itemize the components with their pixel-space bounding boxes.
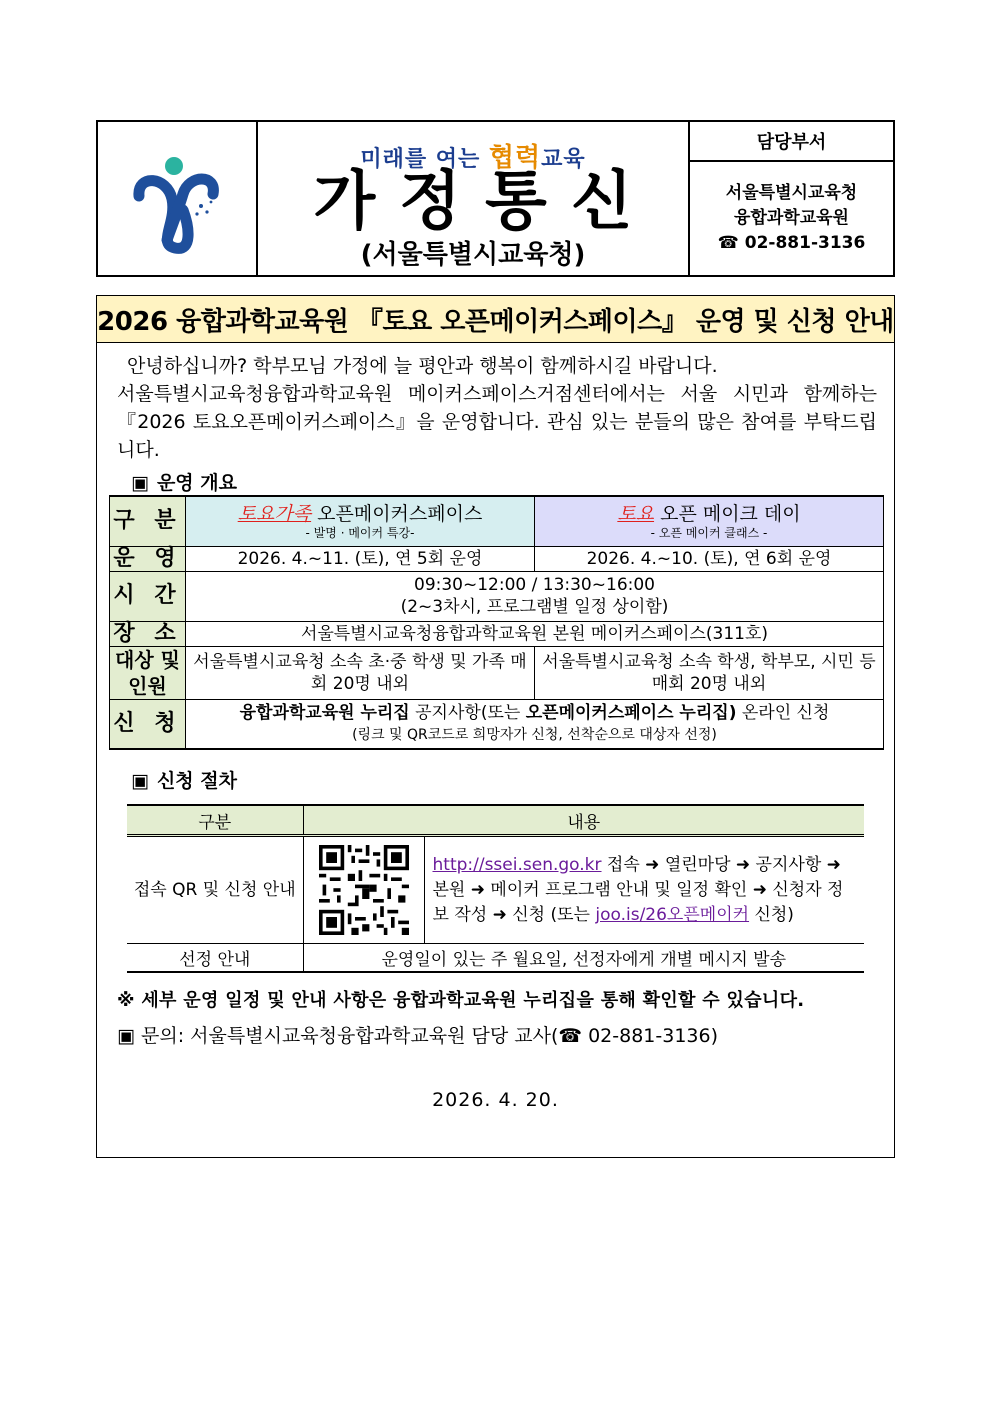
- procedure-steps: 접속 ➜ 열린마당 ➜ 공지사항 ➜ 본원 ➜ 메이커 프로그램 안내 및 일정 확인 ➜ 신청자 정보 작성 ➜ 신청 (또는: [432, 854, 844, 925]
- apply-bold: 융합과학교육원 누리집: [239, 702, 410, 723]
- program-b-title: 오픈 메이크 데이: [654, 502, 801, 525]
- place-cell: 서울특별시교육청융합과학교육원 본원 메이커스페이스(311호): [186, 621, 884, 646]
- table-row: [110, 646, 884, 699]
- procedure-text: [424, 836, 864, 944]
- row-label: 접속 QR 및 신청 안내: [127, 836, 303, 944]
- time-line: 09:30~12:00 / 13:30~16:00: [414, 575, 655, 595]
- program-a-header: [186, 496, 535, 546]
- run-a: 2026. 4.~11. (토), 연 5회 운영: [186, 546, 535, 571]
- target-b: 서울특별시교육청 소속 학생, 학부모, 시민 등 매회 20명 내외: [535, 646, 884, 699]
- department-phone: ☎ 02-881-3136: [717, 233, 866, 253]
- square-bullet-icon: ▣: [117, 1025, 141, 1047]
- row-label: 장 소: [110, 621, 186, 646]
- row-label: 대상 및 인원: [110, 646, 186, 699]
- program-b-subtitle: - 오픈 메이커 클래스 -: [650, 525, 768, 540]
- selection-text: 운영일이 있는 주 월요일, 선정자에게 개별 메시지 발송: [303, 944, 864, 973]
- row-label: 구 분: [110, 496, 186, 546]
- apply-cell: [186, 699, 884, 749]
- program-a-highlight: 토요가족: [237, 502, 312, 525]
- program-a-subtitle: - 발명 · 메이커 특강-: [305, 525, 415, 540]
- apply-text: 공지사항(또는: [409, 702, 526, 723]
- row-label: 운 영: [110, 546, 186, 571]
- notice-body: [96, 295, 895, 1158]
- row-label: 시 간: [110, 571, 186, 621]
- procedure-steps-end: 신청): [749, 904, 794, 925]
- time-cell: [186, 571, 884, 621]
- column-header: 내용: [303, 805, 864, 836]
- row-label: 신 청: [110, 699, 186, 749]
- table-row: [110, 496, 884, 546]
- time-line: (2~3차시, 프로그램별 일정 상이함): [400, 597, 669, 617]
- letter-header: [96, 120, 895, 277]
- slogan-part: 미래를 여는: [360, 147, 489, 172]
- column-header: 구분: [127, 805, 303, 836]
- square-bullet-icon: ▣: [131, 472, 149, 494]
- contact-text: 문의: 서울특별시교육청융합과학교육원 담당 교사(☎ 02-881-3136): [141, 1025, 718, 1047]
- table-row: [110, 571, 884, 621]
- short-link[interactable]: joo.is/26오픈메이커: [595, 904, 750, 925]
- issue-date: 2026. 4. 20.: [432, 1089, 559, 1111]
- run-b: 2026. 4.~10. (토), 연 6회 운영: [535, 546, 884, 571]
- target-a: 서울특별시교육청 소속 초·중 학생 및 가족 매회 20명 내외: [186, 646, 535, 699]
- logo-cell: [98, 122, 258, 275]
- apply-line: [188, 702, 881, 724]
- program-b-highlight: 토요: [617, 502, 655, 525]
- qr-cell: [303, 836, 424, 944]
- page-title: 가정통신: [313, 165, 657, 239]
- procedure-table: [127, 804, 864, 973]
- department-info: [690, 162, 893, 275]
- seoul-education-logo: [127, 144, 227, 254]
- notice-note: ※ 세부 운영 일정 및 안내 사항은 융합과학교육원 누리집을 통해 확인할 수 있습니다.: [117, 990, 805, 1011]
- table-row: [110, 699, 884, 749]
- overview-table: [109, 495, 884, 750]
- section-title: 운영 개요: [156, 472, 237, 494]
- table-row: [110, 621, 884, 646]
- contact-info: [117, 1021, 718, 1048]
- section-title: 신청 절차: [156, 770, 237, 792]
- procedure-heading: [131, 766, 237, 793]
- program-b-header: [535, 496, 884, 546]
- department-cell: [690, 122, 893, 275]
- apply-bold: 오픈메이커스페이스 누리집): [525, 702, 737, 723]
- department-label: 담당부서: [690, 122, 893, 162]
- notice-title: 2026 융합과학교육원 『토요 오픈메이커스페이스』 운영 및 신청 안내: [97, 296, 894, 343]
- title-cell: [258, 122, 690, 275]
- table-row: [110, 546, 884, 571]
- row-label: 선정 안내: [127, 944, 303, 973]
- slogan-highlight: 협력: [488, 143, 542, 173]
- intro-text: [117, 352, 877, 464]
- table-row: [127, 836, 864, 944]
- page-subtitle: (서울특별시교육청): [360, 240, 586, 270]
- intro-paragraph: 서울특별시교육청융합과학교육원 메이커스페이스거점센터에서는 서울 시민과 함께하는 『2026 토요오픈메이커스페이스』을 운영합니다. 관심 있는 분들의 많은 참여를 부탁드립니다.: [117, 383, 877, 461]
- site-link[interactable]: http://ssei.sen.go.kr: [432, 854, 602, 875]
- apply-text: 온라인 신청: [736, 702, 830, 723]
- intro-paragraph: 안녕하십니까? 학부모님 가정에 늘 평안과 행복이 함께하시길 바랍니다.: [127, 355, 718, 377]
- table-row: [127, 944, 864, 973]
- square-bullet-icon: ▣: [131, 770, 149, 792]
- apply-note: (링크 및 QR코드로 희망자가 신청, 선착순으로 대상자 선정): [352, 726, 717, 743]
- overview-heading: [131, 468, 237, 495]
- slogan-part: 교육: [541, 147, 586, 172]
- program-a-title: 오픈메이커스페이스: [311, 502, 483, 525]
- qr-code-icon[interactable]: [319, 845, 409, 935]
- department-line: 융합과학교육원: [734, 208, 849, 228]
- table-header-row: [127, 805, 864, 836]
- department-line: 서울특별시교육청: [725, 183, 858, 203]
